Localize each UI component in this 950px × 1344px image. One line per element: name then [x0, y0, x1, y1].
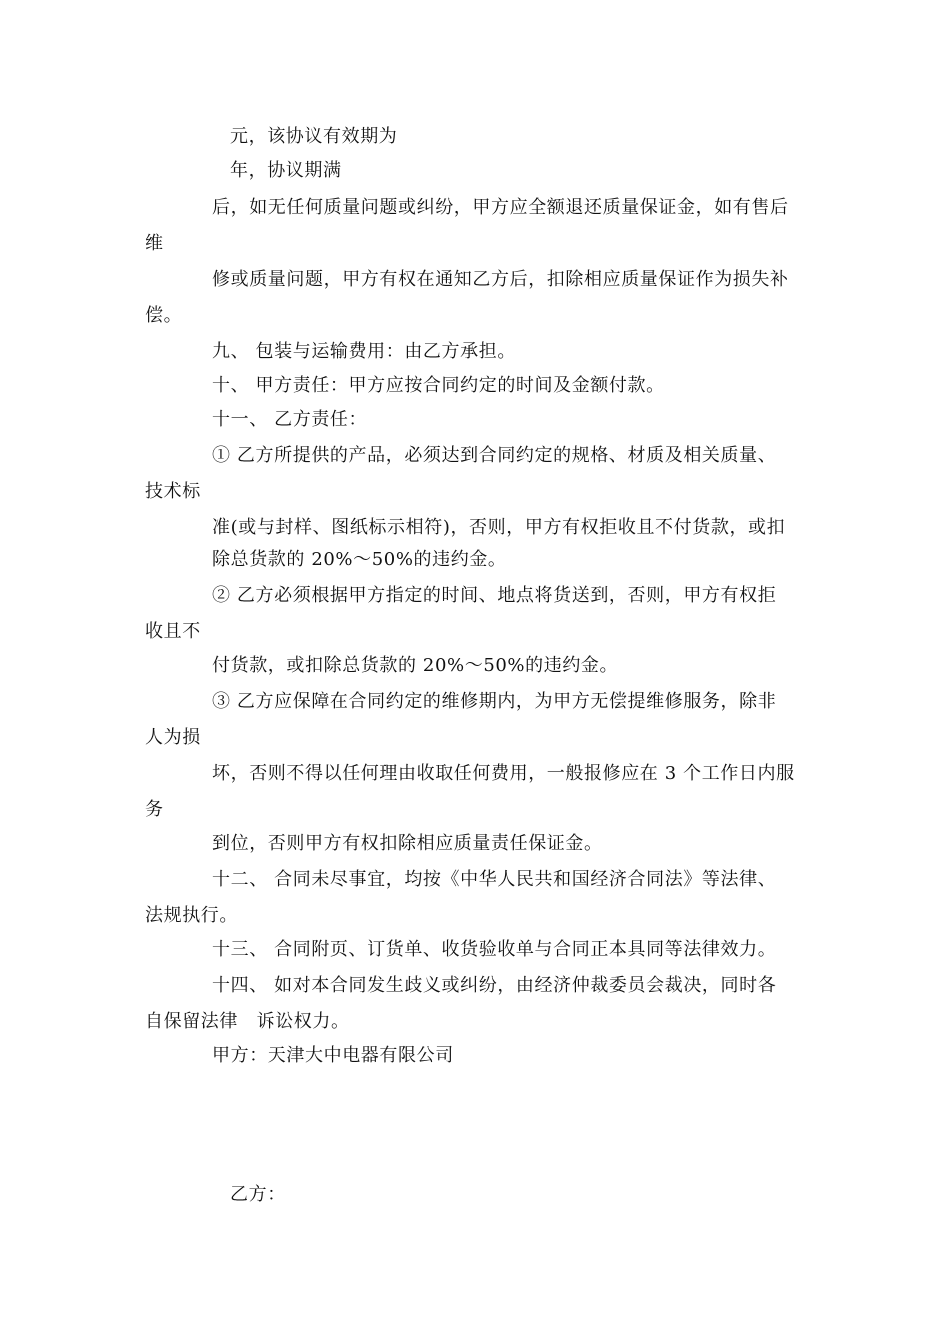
- clause-14: 十四、 如对本合同发生歧义或纠纷，由经济仲裁委员会裁决，同时各: [212, 975, 777, 996]
- text-line: 到位，否则甲方有权扣除相应质量责任保证金。: [212, 833, 603, 854]
- clause-11-item-3: ③ 乙方应保障在合同约定的维修期内，为甲方无偿提维修服务，除非: [212, 691, 777, 712]
- clause-11-item-1: ① 乙方所提供的产品，必须达到合同约定的规格、材质及相关质量、: [212, 445, 777, 466]
- text-line: 除总货款的 20%～50%的违约金。: [212, 549, 507, 570]
- text-line: 法规执行。: [145, 905, 238, 926]
- text-line: 后，如无任何质量问题或纠纷，甲方应全额退还质量保证金，如有售后: [212, 197, 789, 218]
- clause-9: 九、 包装与运输费用：由乙方承担。: [212, 341, 516, 362]
- text-line: 付货款，或扣除总货款的 20%～50%的违约金。: [212, 655, 619, 676]
- text-line: 偿。: [145, 305, 183, 326]
- text-line: 务: [145, 799, 164, 820]
- clause-12: 十二、 合同未尽事宜，均按《中华人民共和国经济合同法》等法律、: [212, 869, 777, 890]
- text-line: 准(或与封样、图纸标示相符)，否则，甲方有权拒收且不付货款，或扣: [212, 517, 786, 538]
- text-line: 收且不: [145, 621, 201, 642]
- clause-13: 十三、 合同附页、订货单、收货验收单与合同正本具同等法律效力。: [212, 939, 777, 960]
- clause-11-item-2: ② 乙方必须根据甲方指定的时间、地点将货送到，否则，甲方有权拒: [212, 585, 777, 606]
- text-line: 人为损: [145, 727, 201, 748]
- clause-10: 十、 甲方责任：甲方应按合同约定的时间及金额付款。: [212, 375, 665, 396]
- text-line: 元，该协议有效期为: [230, 126, 398, 147]
- party-b: 乙方：: [230, 1184, 286, 1205]
- clause-11-heading: 十一、 乙方责任：: [212, 409, 368, 430]
- text-line: 年，协议期满: [230, 160, 342, 181]
- text-line: 技术标: [145, 481, 201, 502]
- text-line: 坏，否则不得以任何理由收取任何费用，一般报修应在 3 个工作日内服: [212, 763, 795, 784]
- text-line: 自保留法律 诉讼权力。: [145, 1011, 350, 1032]
- text-line: 修或质量问题，甲方有权在通知乙方后，扣除相应质量保证作为损失补: [212, 269, 789, 290]
- party-a: 甲方：天津大中电器有限公司: [212, 1045, 454, 1066]
- text-line: 维: [145, 233, 164, 254]
